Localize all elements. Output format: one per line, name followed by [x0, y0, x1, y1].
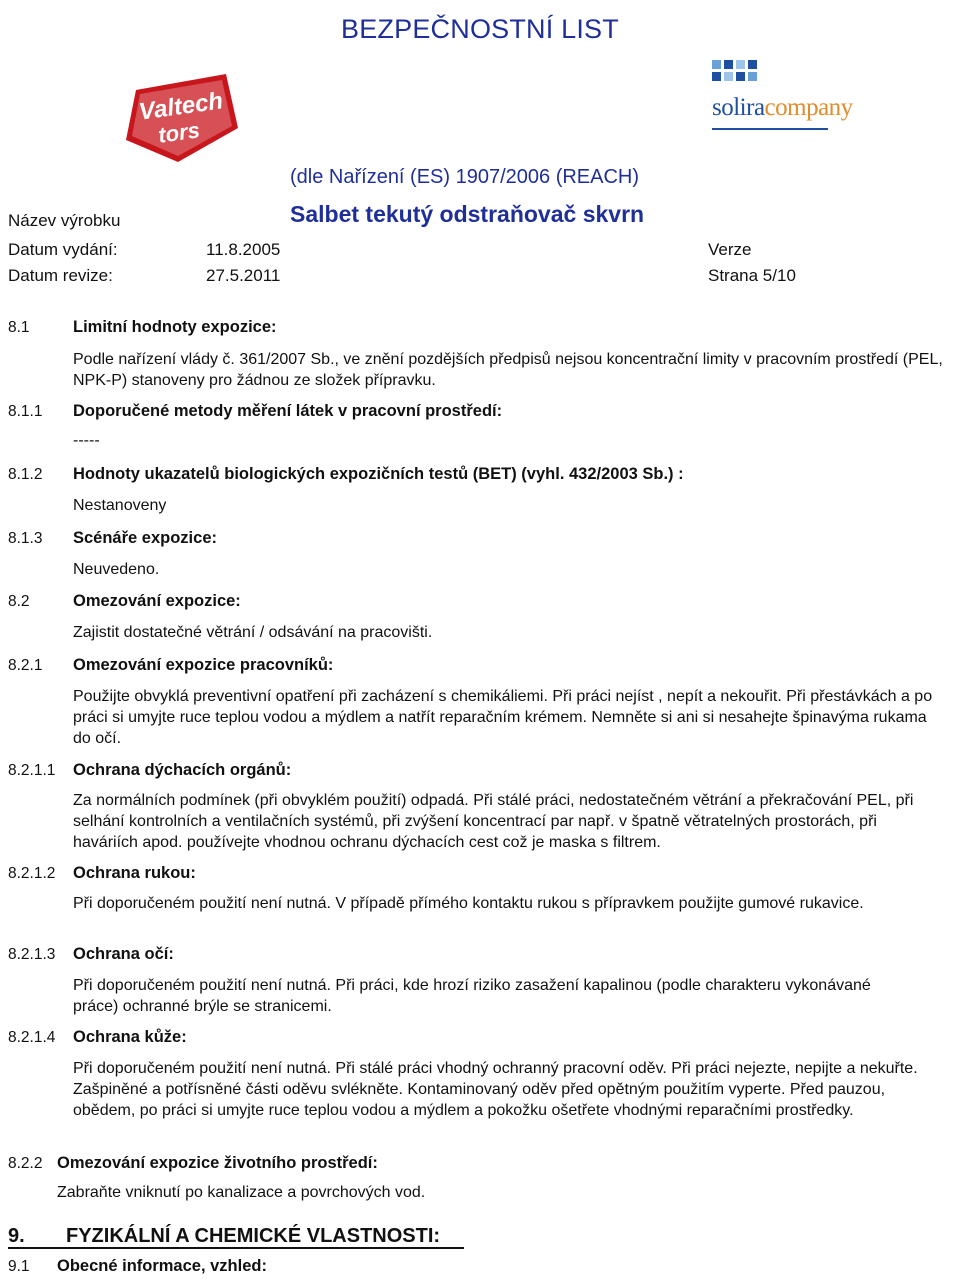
valtech-logo-text-a: Valtech [137, 87, 225, 126]
section-heading: Omezování expozice životního prostředí: [57, 1154, 378, 1172]
revision-date-label: Datum revize: [8, 266, 113, 285]
section-text: Zajistit dostatečné větrání / odsávání na pracovišti. [73, 624, 433, 641]
section-heading: Hodnoty ukazatelů biologických expozičních testů (BET) (vyhl. 432/2003 Sb.) : [73, 465, 684, 483]
section-number: 8.2.1.2 [8, 865, 56, 882]
version-label: Verze [708, 240, 752, 259]
section-heading: Doporučené metody měření látek v pracovní prostředí: [73, 402, 503, 420]
section-number: 8.1.1 [8, 403, 43, 420]
section-heading: Ochrana dýchacích orgánů: [73, 761, 292, 779]
section-number: 8.2.1 [8, 657, 43, 674]
section-text: Použijte obvyklá preventivní opatření při zacházení s chemikáliemi. Při práci nejíst , nepít a nekouřit. Při přestávkách a po práci si umyjte ruce teplou vodou a mýdlem a natřít reparačním krémem. Nemněte si ani si nesahejte špinavýma rukama do očí. [73, 688, 933, 747]
section-text: Za normálních podmínek (při obvyklém použití) odpadá. Při stálé práci, nedostatečném větrání a překračování PEL, při selhání kontrolních a ventilačních systémů, při zvýšení koncentrací par např. v špatně větratelných prostorách, při haváriích apod. používejte vhodnou ochranu dýchacích cest což je maska s filtrem. [73, 792, 914, 851]
section-number: 8.2.1.1 [8, 762, 56, 779]
chapter-heading: FYZIKÁLNÍ A CHEMICKÉ VLASTNOSTI: [66, 1225, 441, 1247]
section-heading: Omezování expozice pracovníků: [73, 656, 334, 674]
section-text: Podle nařízení vlády č. 361/2007 Sb., ve znění pozdějších předpisů nejsou koncentrační limity v pracovním prostředí (PEL, NPK-P) stanoveny pro žádnou ze složek přípravku. [73, 351, 943, 389]
section-text: Při doporučeném použití není nutná. Při práci, kde hrozí riziko zasažení kapalinou (podle charakteru vykonávané práce) ochranné brýle se stranicemi. [73, 977, 871, 1015]
section-number: 8.1 [8, 319, 30, 336]
product-name: Salbet tekutý odstraňovač skvrn [290, 201, 645, 227]
issue-date-label: Datum vydání: [8, 240, 118, 259]
section-number: 8.2 [8, 593, 30, 610]
solira-company-logo [708, 58, 853, 154]
section-text: Při doporučeném použití není nutná. Při stálé práci vhodný ochranný pracovní oděv. Při práci nejezte, nepijte a nekuřte. Zašpiněné a potřísněné části oděvu svlékněte. Kontaminovaný oděv před opětným použitím vyperte. Před pauzou, obědem, po práci si umyjte ruce teplou vodou a mýdlem a pokožku ošetřete vhodnými reparačními prostředky. [73, 1060, 918, 1119]
section-heading: Obecné informace, vzhled: [57, 1257, 267, 1275]
section-number: 8.2.1.3 [8, 946, 56, 963]
valtech-logo-text-b: tors [156, 117, 202, 148]
valtech-logo [118, 70, 246, 166]
section-number: 8.2.2 [8, 1155, 43, 1172]
section-heading: Omezování expozice: [73, 592, 241, 610]
section-text: Neuvedeno. [73, 561, 160, 578]
section-text: Při doporučeném použití není nutná. V případě přímého kontaktu rukou s přípravkem použijte gumové rukavice. [73, 895, 864, 912]
section-heading: Limitní hodnoty expozice: [73, 318, 277, 336]
solira-logo-underline [712, 128, 828, 130]
regulation-subtitle: (dle Nařízení (ES) 1907/2006 (REACH) [290, 166, 640, 188]
section-text: ----- [73, 432, 100, 449]
section-text: Zabraňte vniknutí po kanalizace a povrchových vod. [57, 1184, 426, 1201]
page-indicator: Strana 5/10 [708, 266, 796, 285]
revision-date-value: 27.5.2011 [206, 266, 281, 285]
section-number: 8.2.1.4 [8, 1029, 56, 1046]
section-heading: Ochrana kůže: [73, 1028, 187, 1046]
solira-logo-text: soliracompany [712, 94, 853, 121]
section-heading: Ochrana rukou: [73, 864, 196, 882]
section-heading: Ochrana očí: [73, 945, 174, 963]
chapter-number: 9. [8, 1225, 25, 1247]
product-label: Název výrobku [8, 211, 121, 230]
solira-logo-grid [712, 60, 757, 81]
section-text: Nestanoveny [73, 497, 167, 514]
issue-date-value: 11.8.2005 [206, 240, 281, 259]
section-number: 8.1.3 [8, 530, 43, 547]
section-number: 9.1 [8, 1258, 30, 1275]
document-title: BEZPEČNOSTNÍ LIST [341, 14, 619, 44]
chapter-underline [8, 1247, 464, 1249]
section-number: 8.1.2 [8, 466, 43, 483]
section-heading: Scénáře expozice: [73, 529, 217, 547]
